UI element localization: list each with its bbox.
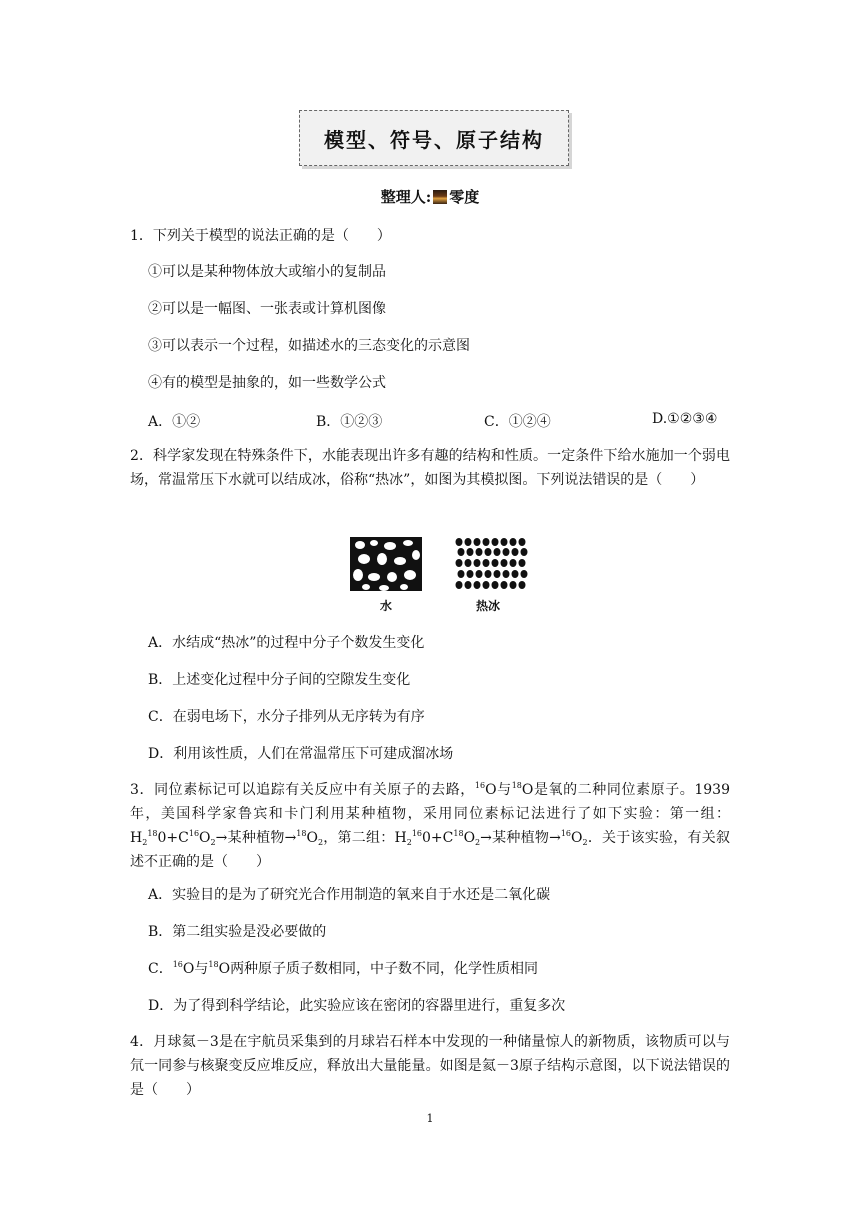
- q1-item: ②可以是一幅图、一张表或计算机图像: [148, 301, 386, 317]
- hot-ice-model-icon: [454, 537, 530, 591]
- superscript: 18: [453, 829, 464, 838]
- q1-option-a: A．①②: [148, 414, 201, 430]
- equation-part: 0+C: [422, 830, 454, 846]
- figure-label-water: 水: [380, 599, 393, 613]
- q1-option-c: C．①②④: [484, 414, 551, 430]
- superscript: 16: [172, 960, 183, 969]
- author-line: [0, 186, 860, 207]
- q3-stem-part: 与: [496, 782, 512, 798]
- equation-part: 0+C: [157, 830, 189, 846]
- q2-option-b: B．上述变化过程中分子间的空隙发生变化: [148, 672, 411, 688]
- superscript: 18: [147, 829, 158, 838]
- q3-stem-part: 是氧的二种同位素原子。1939年，美国科学家鲁宾和卡门利用某种植物，采用同位素标记法进行了如下实验：第一组：: [130, 782, 731, 822]
- q3-option-b: B．第二组实验是没必要做的: [148, 924, 327, 940]
- q3-option-a: A．实验目的是为了研究光合作用制造的氧来自于水还是二氧化碳: [148, 887, 551, 903]
- q3-stem-part: ，第二组：: [323, 830, 395, 846]
- superscript: 18: [296, 829, 307, 838]
- figure-label-hot-ice: 热冰: [476, 599, 501, 613]
- water-hot-ice-figure: [350, 537, 530, 591]
- q2-stem: 2．科学家发现在特殊条件下，水能表现出许多有趣的结构和性质。一定条件下给水施加一个弱电场，常温常压下水就可以结成冰，俗称“热冰”，如图为其模拟图。下列说法错误的是（ ）: [130, 448, 730, 488]
- author-name: 零度: [449, 188, 480, 206]
- title-box: [299, 110, 569, 166]
- q3-stem-part: ．关于该实验，有关叙述不正确的是（ ）: [130, 830, 730, 870]
- equation-part: →某种植物→: [215, 830, 297, 846]
- superscript: 16: [411, 829, 423, 838]
- superscript: 16: [474, 781, 486, 790]
- page-number: 1: [426, 1112, 434, 1125]
- q1-option-d: D.①②③④: [652, 411, 718, 427]
- q3-stem-part: 3．同位素标记可以追踪有关反应中有关原子的去路，: [130, 782, 475, 798]
- q1-stem: 1．下列关于模型的说法正确的是（ ）: [130, 228, 391, 244]
- page-title: 模型、符号、原子结构: [324, 127, 544, 152]
- q4-stem: 4．月球氦－3是在宇航员采集到的月球岩石样本中发现的一种储量惊人的新物质，该物质可以与氘一同参与核聚变反应堆反应，释放出大量能量。如图是氦－3原子结构示意图，以下说法错误的是（ ）: [130, 1034, 730, 1098]
- equation-part: →某种植物→: [480, 830, 561, 846]
- author-label: 整理人:: [380, 188, 432, 206]
- superscript: 18: [208, 960, 219, 969]
- superscript: 18: [511, 781, 522, 790]
- option-part: 两种原子质子数相同，中子数不同，化学性质相同: [230, 961, 539, 977]
- q2-option-c: C．在弱电场下，水分子排列从无序转为有序: [148, 709, 425, 725]
- option-prefix: C．: [148, 961, 173, 977]
- q2-option-a: A．水结成“热冰”的过程中分子个数发生变化: [148, 635, 425, 651]
- q1-item: ④有的模型是抽象的，如一些数学公式: [148, 375, 386, 391]
- q3-stem: 3．同位素标记可以追踪有关反应中有关原子的去路，$^{16}$O与$^{18}$O是氧的二种同位素原子。1939年，美国科学家鲁宾和卡门利用某种植物，采用同位素标记法进行了如下实验：第一组：$H_2^{18}0+C^{16}O_2\to$某种植物$\to^{18}O_2$，第二组：$H_2^{16}0+C^{18}O_2\to$某种植物$\to^{16}O_2$．关于该实验，有关叙述不正确的是（ ）: [130, 781, 731, 870]
- superscript: 16: [560, 829, 571, 838]
- q1-item: ①可以是某种物体放大或缩小的复制品: [148, 264, 386, 280]
- q2-option-d: D．利用该性质，人们在常温常压下可建成溜冰场: [148, 746, 454, 762]
- avatar-icon: [433, 190, 447, 204]
- q3-option-d: D．为了得到科学结论，此实验应该在密闭的容器里进行，重复多次: [148, 998, 566, 1014]
- superscript: 16: [188, 829, 200, 838]
- q1-item: ③可以表示一个过程，如描述水的三态变化的示意图: [148, 338, 470, 354]
- option-part: 与: [194, 961, 209, 977]
- q1-option-b: B．①②③: [316, 414, 383, 430]
- q3-option-c: C．$^{16}$O与$^{18}$O两种原子质子数相同，中子数不同，化学性质相同: [148, 960, 539, 977]
